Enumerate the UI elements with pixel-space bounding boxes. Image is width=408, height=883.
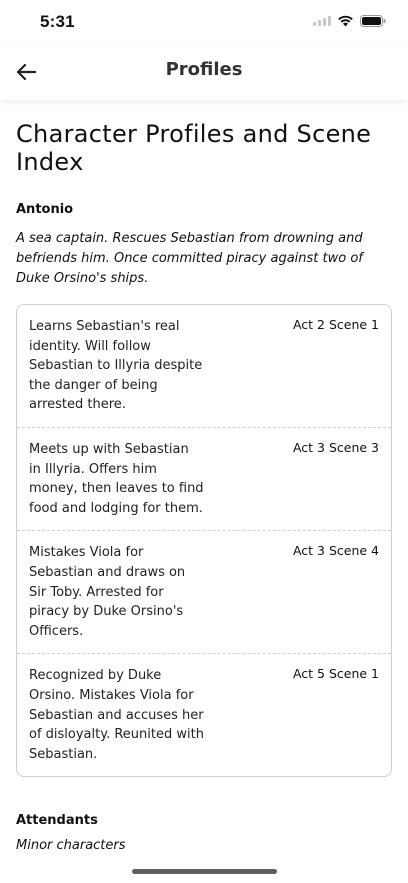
scene-row: [17, 305, 391, 428]
character-description: A sea captain. Rescues Sebastian from drowning and befriends him. Once committed piracy against two of Duke Orsino's ships.: [16, 231, 363, 286]
main-content: [16, 120, 392, 853]
page-title: Character Profiles and Scene Index: [16, 120, 372, 176]
character-name: Antonio: [16, 202, 74, 217]
section-description-partial: Minor characters: [16, 838, 126, 854]
scene-summary: Learns Sebastian's real identity. Will follow Sebastian to Illyria despite the danger of being arrested there.: [29, 319, 203, 413]
wifi-icon: [337, 15, 354, 27]
status-icons: [313, 15, 386, 27]
battery-icon: [360, 15, 386, 27]
home-indicator[interactable]: [132, 869, 277, 874]
scene-reference: Act 3 Scene 4: [292, 543, 379, 559]
scene-reference: Act 5 Scene 1: [292, 666, 379, 682]
scene-reference: Act 3 Scene 3: [292, 439, 379, 455]
status-bar: [0, 0, 408, 44]
scene-table: [16, 304, 392, 777]
scene-summary: Meets up with Sebastian in Illyria. Offers him money, then leaves to find food and lodging for them.: [29, 441, 204, 516]
nav-bar: [0, 44, 408, 100]
scene-summary: Mistakes Viola for Sebastian and draws on Sir Toby. Arrested for piracy by Duke Orsino's Officers.: [29, 545, 186, 639]
scene-row: [17, 654, 391, 776]
signal-icon: [313, 16, 331, 26]
scene-row: [17, 428, 391, 531]
scene-reference: Act 2 Scene 1: [292, 317, 379, 332]
nav-title: Profiles: [165, 59, 243, 80]
scene-row: [17, 531, 391, 654]
section-heading-attendants: Attendants: [16, 813, 98, 829]
scene-summary: Recognized by Duke Orsino. Mistakes Viola for Sebastian and accuses her of disloyalty. Reunited with Sebastian.: [29, 668, 204, 762]
status-time: 5:31: [40, 12, 75, 31]
